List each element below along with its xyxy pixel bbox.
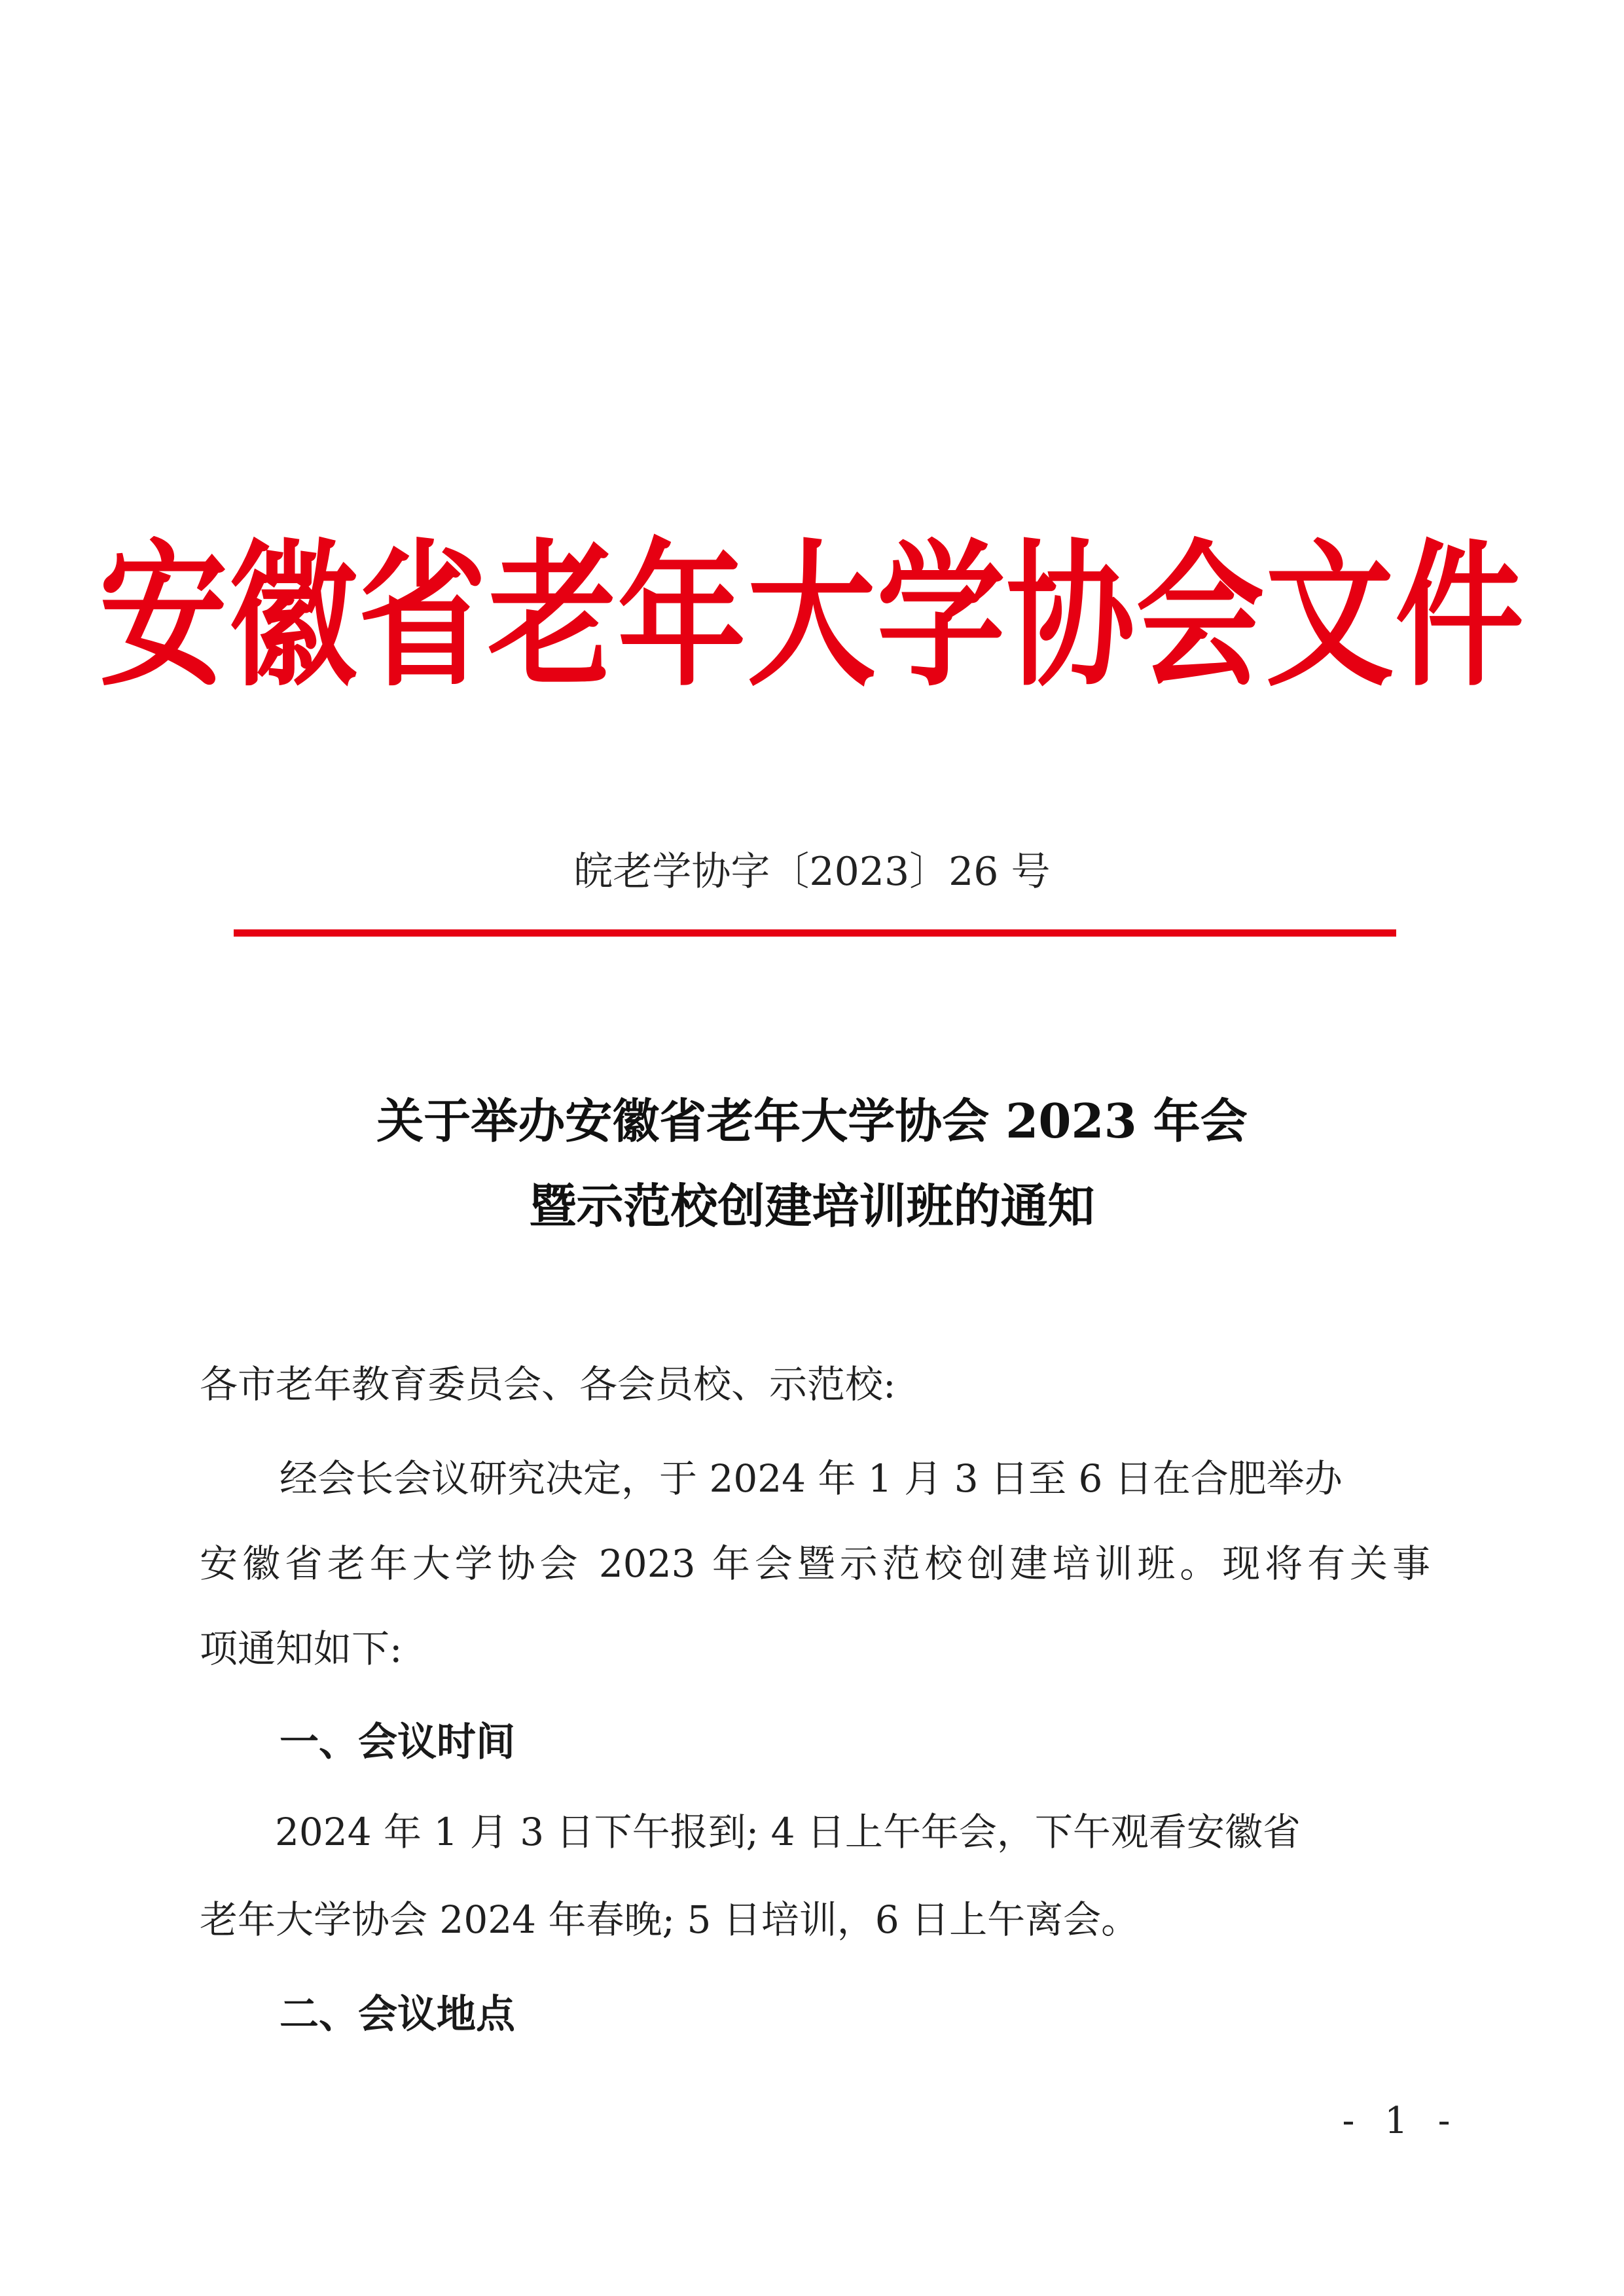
salutation: 各市老年教育委员会、各会员校、示范校:	[200, 1362, 896, 1407]
intro-line-3: 项通知如下:	[200, 1626, 403, 1671]
document-number: 皖老学协字〔2023〕26 号	[573, 849, 1051, 895]
section-1-heading	[280, 1711, 515, 1767]
issuer-header-title: 安徽省老年大学协会文件	[99, 526, 1525, 708]
intro-line-2: 安徽省老年大学协会 2023 年会暨示范校创建培训班。现将有关事	[200, 1541, 1430, 1586]
section-2-heading	[280, 1983, 515, 2039]
section-1-line-1: 2024 年 1 月 3 日下午报到; 4 日上午年会，下午观看安徽省	[275, 1810, 1301, 1854]
page-number: - 1 -	[1342, 2100, 1460, 2142]
red-separator-rule	[234, 929, 1396, 937]
section-1-line-2: 老年大学协会 2024 年春晚; 5 日培训，6 日上午离会。	[200, 1897, 1140, 1942]
notice-title	[0, 1079, 1624, 1249]
notice-title-line-1: 关于举办安徽省老年大学协会 2023 年会	[376, 1093, 1248, 1149]
notice-title-line-2: 暨示范校创建培训班的通知	[529, 1178, 1095, 1234]
intro-line-1: 经会长会议研究决定，于 2024 年 1 月 3 日至 6 日在合肥举办	[280, 1456, 1343, 1501]
section-1-heading-text: 一、会议时间	[280, 1719, 515, 1765]
section-2-heading-text: 二、会议地点	[280, 1992, 515, 2037]
